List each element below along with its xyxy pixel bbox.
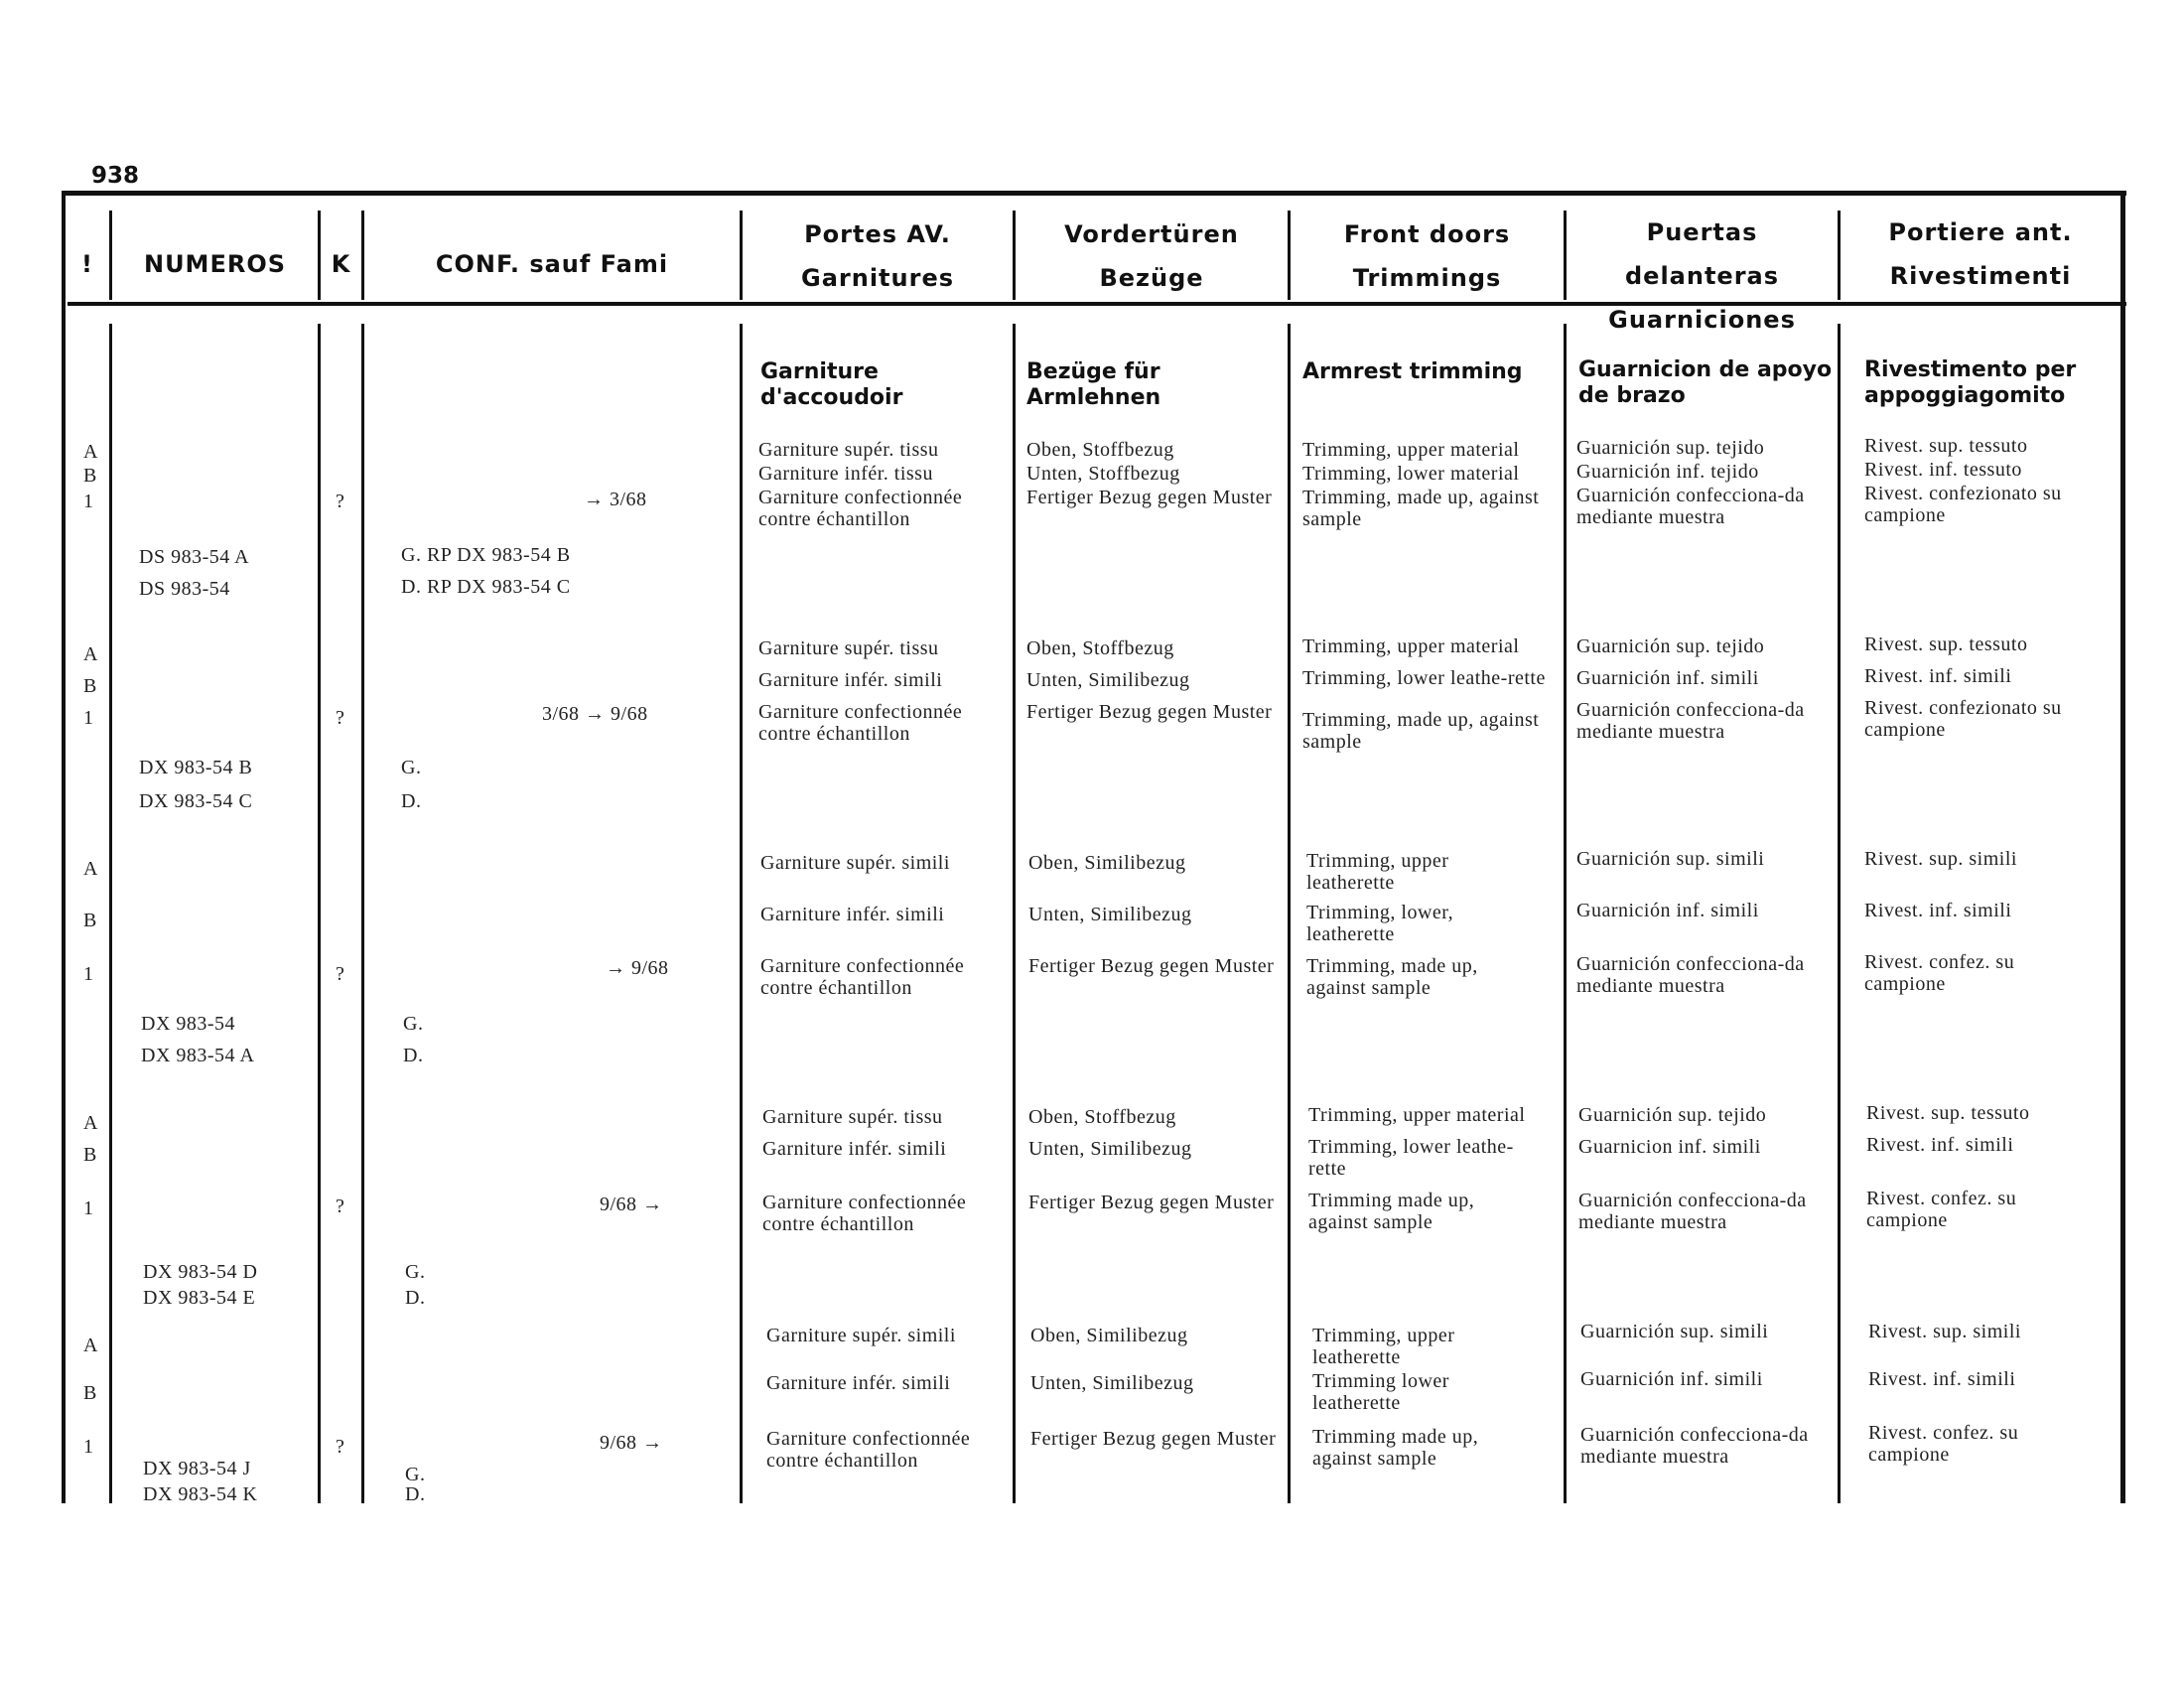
mark-a: A (83, 441, 98, 463)
it-line-1: Rivest. sup. simili (1864, 848, 2017, 870)
mark-b: B (83, 1144, 97, 1166)
mark-a: A (83, 1335, 98, 1356)
date-range: → 3/68 (584, 489, 647, 510)
fr-line-3: Garniture confectionnée contre échantillon (758, 701, 963, 745)
it-line-3: Rivest. confez. su campione (1868, 1422, 2019, 1466)
fr-line-2: Garniture infér. simili (758, 669, 943, 691)
k-value: ? (336, 707, 345, 729)
fr-line-3: Garniture confectionnée contre échantillon (760, 955, 965, 999)
part-number: DX 983-54 C (139, 790, 253, 812)
de-line-1: Oben, Stoffbezug (1028, 1106, 1176, 1128)
mark-b: B (83, 465, 97, 487)
conf-value: D. (405, 1287, 426, 1309)
de-line-2: Unten, Similibezug (1026, 669, 1190, 691)
subheading-en: Armrest trimming (1302, 359, 1523, 384)
mark-a: A (83, 643, 98, 665)
de-line-2: Unten, Similibezug (1028, 904, 1192, 925)
fr-line-3: Garniture confectionnée contre échantillon (766, 1428, 971, 1472)
en-line-2: Trimming, lower leathe-rette (1302, 667, 1546, 689)
header-numeros: NUMEROS (143, 250, 287, 278)
fr-line-2: Garniture infér. simili (766, 1372, 951, 1394)
conf-value: G. (405, 1464, 426, 1485)
conf-value: G. (403, 1013, 424, 1035)
mark-1: 1 (83, 1197, 94, 1219)
fr-line-1: Garniture supér. simili (766, 1325, 956, 1346)
conf-value: G. (401, 757, 422, 778)
de-line-3: Fertiger Bezug gegen Muster (1030, 1428, 1277, 1450)
subheading-es: Guarnicion de apoyo de brazo (1578, 357, 1833, 408)
de-line-1: Oben, Similibezug (1028, 852, 1186, 874)
conf-value: D. RP DX 983-54 C (401, 576, 571, 598)
it-line-1: Rivest. sup. tessuto (1864, 633, 2028, 655)
mark-b: B (83, 910, 97, 931)
es-line-2: Guarnición inf. simili (1580, 1368, 1763, 1390)
it-line-3: Rivest. confezionato su campione (1864, 483, 2062, 526)
es-line-2: Guarnición inf. simili (1576, 900, 1759, 921)
header-conf: CONF. sauf Fami (435, 250, 669, 278)
k-value: ? (336, 1436, 345, 1458)
table-top-border (62, 191, 2126, 196)
de-line-1: Oben, Stoffbezug (1026, 637, 1174, 659)
header-de: Vordertüren Bezüge (1064, 220, 1239, 292)
header-fr: Portes AV. Garnitures (801, 220, 954, 292)
mark-1: 1 (83, 491, 94, 512)
mark-1: 1 (83, 963, 94, 985)
body-sep-8 (1838, 324, 1841, 1503)
es-line-2: Guarnicion inf. simili (1578, 1136, 1761, 1158)
it-line-2: Rivest. inf. tessuto (1864, 459, 2022, 481)
en-line-3: Trimming, made up, against sample (1302, 709, 1540, 753)
date-range: 3/68 → 9/68 (542, 703, 648, 725)
k-value: ? (336, 1196, 345, 1217)
header-it: Portiere ant. Rivestimenti (1888, 218, 2073, 290)
k-value: ? (336, 963, 345, 985)
mark-1: 1 (83, 1436, 94, 1458)
de-line-3: Fertiger Bezug gegen Muster (1028, 955, 1275, 977)
mark-1: 1 (83, 707, 94, 729)
k-value: ? (336, 491, 345, 512)
en-line-2: Trimming, lower, leatherette (1306, 902, 1454, 945)
en-line-2: Trimming lower leatherette (1312, 1370, 1449, 1414)
part-number: DX 983-54 E (143, 1287, 256, 1309)
part-number: DX 983-54 K (143, 1483, 258, 1505)
en-line-3: Trimming, made up, against sample (1302, 487, 1540, 530)
it-line-3: Rivest. confezionato su campione (1864, 697, 2062, 741)
fr-line-1: Garniture supér. simili (760, 852, 950, 874)
body-sep-1 (109, 324, 112, 1503)
part-number: DX 983-54 D (143, 1261, 258, 1283)
it-line-2: Rivest. inf. simili (1864, 665, 2012, 687)
subheading-fr: Garniture d'accoudoir (760, 359, 903, 410)
es-line-3: Guarnición confecciona-da mediante muestra (1578, 1190, 1807, 1233)
date-range: 9/68 → (600, 1194, 663, 1215)
page-number: 938 (91, 163, 140, 189)
es-line-1: Guarnición sup. simili (1576, 848, 1765, 870)
es-line-1: Guarnición sup. tejido (1578, 1104, 1767, 1126)
conf-value: G. RP DX 983-54 B (401, 544, 571, 566)
fr-line-1: Garniture supér. tissu (758, 439, 939, 461)
de-line-1: Oben, Similibezug (1030, 1325, 1188, 1346)
es-line-3: Guarnición confecciona-da mediante muestra (1576, 699, 1805, 743)
part-number: DX 983-54 B (139, 757, 253, 778)
part-number: DX 983-54 A (141, 1045, 255, 1066)
en-line-2: Trimming, lower leathe-rette (1308, 1136, 1514, 1180)
fr-line-2: Garniture infér. simili (762, 1138, 947, 1160)
it-line-2: Rivest. inf. simili (1866, 1134, 2014, 1156)
mark-a: A (83, 1112, 98, 1134)
it-line-3: Rivest. confez. su campione (1866, 1188, 2017, 1231)
es-line-3: Guarnición confecciona-da mediante muestra (1576, 485, 1805, 528)
es-line-1: Guarnición sup. simili (1580, 1321, 1769, 1342)
subheading-de: Bezüge für Armlehnen (1026, 359, 1161, 410)
de-line-1: Oben, Stoffbezug (1026, 439, 1174, 461)
de-line-3: Fertiger Bezug gegen Muster (1026, 487, 1273, 508)
header-en: Front doors Trimmings (1343, 220, 1511, 292)
date-range: → 9/68 (606, 957, 669, 979)
en-line-1: Trimming, upper material (1302, 439, 1520, 461)
it-line-2: Rivest. inf. simili (1868, 1368, 2016, 1390)
part-number: DX 983-54 J (143, 1458, 251, 1479)
en-line-3: Trimming, made up, against sample (1306, 955, 1478, 999)
de-line-3: Fertiger Bezug gegen Muster (1026, 701, 1273, 723)
table-right-border (2120, 191, 2125, 1503)
mark-b: B (83, 675, 97, 697)
fr-line-2: Garniture infér. tissu (758, 463, 933, 485)
part-number: DX 983-54 (141, 1013, 236, 1035)
de-line-2: Unten, Similibezug (1030, 1372, 1194, 1394)
mark-b: B (83, 1382, 97, 1404)
fr-line-3: Garniture confectionnée contre échantillon (758, 487, 963, 530)
body-sep-7 (1564, 324, 1567, 1503)
es-line-2: Guarnición inf. simili (1576, 667, 1759, 689)
fr-line-1: Garniture supér. tissu (762, 1106, 943, 1128)
header-mark: ! (81, 250, 93, 278)
it-line-2: Rivest. inf. simili (1864, 900, 2012, 921)
table-left-border (62, 191, 66, 1503)
de-line-3: Fertiger Bezug gegen Muster (1028, 1192, 1275, 1213)
es-line-1: Guarnición sup. tejido (1576, 635, 1765, 657)
es-line-3: Guarnición confecciona-da mediante muestra (1580, 1424, 1809, 1468)
conf-value: D. (401, 790, 422, 812)
subheading-it: Rivestimento per appoggiagomito (1864, 357, 2077, 408)
es-line-3: Guarnición confecciona-da mediante muestra (1576, 953, 1805, 997)
part-number: DS 983-54 (139, 578, 230, 600)
part-number: DS 983-54 A (139, 546, 250, 568)
en-line-1: Trimming, upper material (1308, 1104, 1526, 1126)
en-line-1: Trimming, upper leatherette (1312, 1325, 1455, 1368)
conf-value: G. (405, 1261, 426, 1283)
en-line-3: Trimming made up, against sample (1308, 1190, 1475, 1233)
en-line-2: Trimming, lower material (1302, 463, 1520, 485)
fr-line-3: Garniture confectionnée contre échantillon (762, 1192, 967, 1235)
en-line-3: Trimming made up, against sample (1312, 1426, 1479, 1470)
header-k: K (331, 250, 351, 278)
date-range: 9/68 → (600, 1432, 663, 1454)
fr-line-2: Garniture infér. simili (760, 904, 945, 925)
es-line-2: Guarnición inf. tejido (1576, 461, 1759, 483)
it-line-1: Rivest. sup. simili (1868, 1321, 2021, 1342)
de-line-2: Unten, Similibezug (1028, 1138, 1192, 1160)
it-line-3: Rivest. confez. su campione (1864, 951, 2015, 995)
conf-value: D. (405, 1483, 426, 1505)
es-line-1: Guarnición sup. tejido (1576, 437, 1765, 459)
it-line-1: Rivest. sup. tessuto (1864, 435, 2028, 457)
en-line-1: Trimming, upper leatherette (1306, 850, 1449, 894)
en-line-1: Trimming, upper material (1302, 635, 1520, 657)
de-line-2: Unten, Stoffbezug (1026, 463, 1180, 485)
fr-line-1: Garniture supér. tissu (758, 637, 939, 659)
body-sep-4 (740, 324, 743, 1503)
conf-value: D. (403, 1045, 424, 1066)
body-sep-3 (361, 324, 364, 1503)
header-es: Puertas delanteras Guarniciones (1608, 218, 1796, 334)
mark-a: A (83, 858, 98, 880)
body-sep-2 (318, 324, 321, 1503)
it-line-1: Rivest. sup. tessuto (1866, 1102, 2030, 1124)
body-sep-6 (1288, 324, 1291, 1503)
